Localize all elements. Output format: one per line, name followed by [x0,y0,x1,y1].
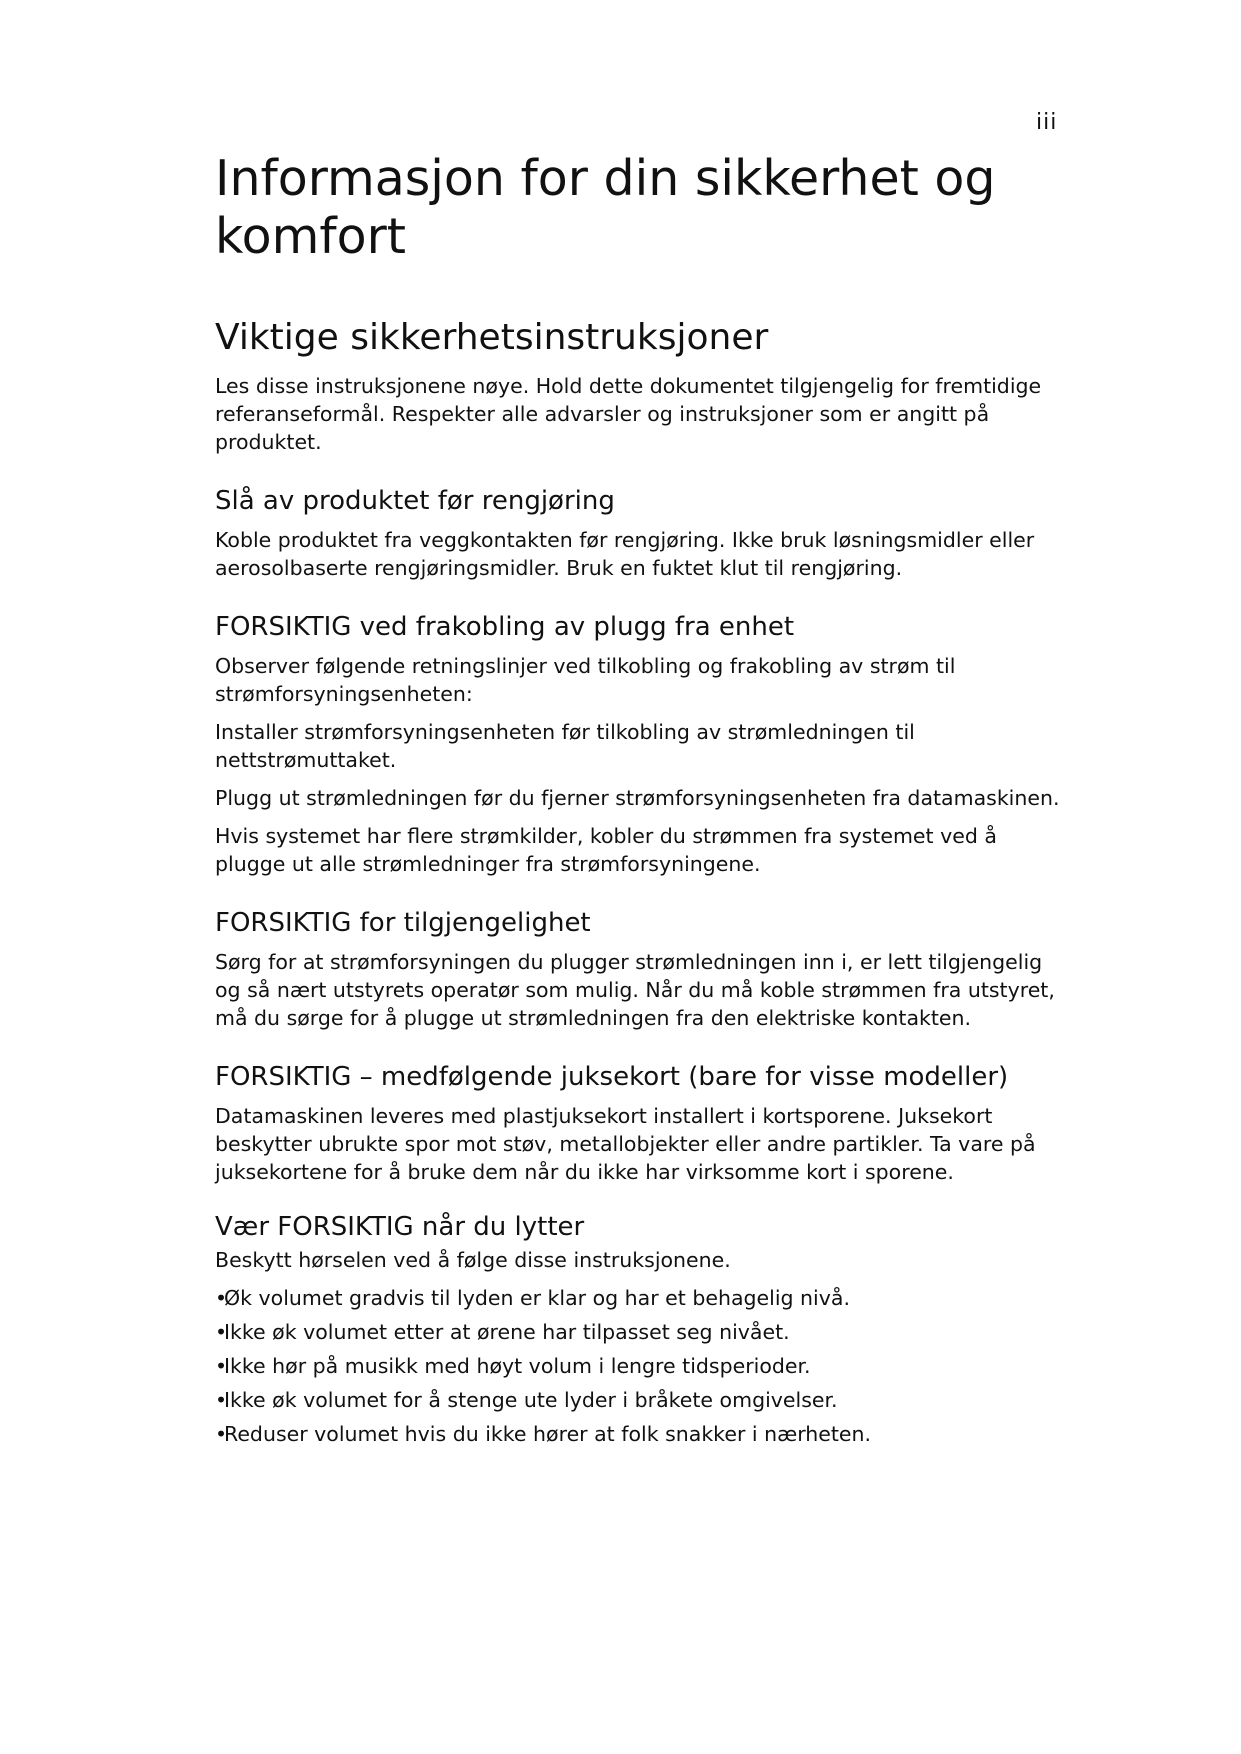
bullet-icon: • [215,1422,228,1446]
subsection-heading-unplug: FORSIKTIG ved frakobling av plugg fra enhet [215,612,795,642]
unplug-paragraph-4: Hvis systemet har flere strømkilder, kobler du strømmen fra systemet ved å plugge ut alle strømledninger fra strømforsyningene. [215,824,997,876]
accessibility-paragraph: Sørg for at strømforsyningen du plugger strømledningen inn i, er lett tilgjengelig og så nært utstyrets operatør som mulig. Når du må koble strømmen fra utstyret, må du sørge for å plugge ut strømledningen fra den elektriske kontakten. [215,950,1055,1030]
listening-intro: Beskytt hørselen ved å følge disse instruksjonene. [215,1248,731,1272]
bullet-icon: • [215,1286,228,1310]
document-body [215,150,1065,1454]
section-intro: Les disse instruksjonene nøye. Hold dette dokumentet tilgjengelig for fremtidige referanseformål. Respekter alle advarsler og instruksjoner som er angitt på produktet. [215,374,1042,454]
list-item [215,1352,1065,1380]
cleaning-paragraph: Koble produktet fra veggkontakten før rengjøring. Ikke bruk løsningsmidler eller aerosolbaserte rengjøringsmidler. Bruk en fuktet klut til rengjøring. [215,528,1035,580]
bullet-icon: • [215,1320,228,1344]
dummy-cards-paragraph: Datamaskinen leveres med plastjuksekort installert i kortsporene. Juksekort beskytter ubrukte spor mot støv, metallobjekter eller andre partikler. Ta vare på juksekortene for å bruke dem når du ikke har virksomme kort i sporene. [215,1104,1036,1184]
subsection-heading-accessibility: FORSIKTIG for tilgjengelighet [215,908,591,938]
page-number: iii [1036,110,1058,135]
unplug-paragraph-2: Installer strømforsyningsenheten før tilkobling av strømledningen til nettstrømuttaket. [215,720,915,772]
subsection-heading-listening: Vær FORSIKTIG når du lytter [215,1212,585,1242]
unplug-paragraph-3: Plugg ut strømledningen før du fjerner strømforsyningsenheten fra datamaskinen. [215,786,1060,810]
list-item [215,1420,1065,1448]
list-item [215,1318,1065,1346]
listening-bullet-list [215,1284,1065,1448]
list-item-text: Ikke hør på musikk med høyt volum i lengre tidsperioder. [224,1354,811,1378]
unplug-paragraph-1: Observer følgende retningslinjer ved tilkobling og frakobling av strøm til strømforsyningsenheten: [215,654,956,706]
list-item [215,1284,1065,1312]
section-heading: Viktige sikkerhetsinstruksjoner [215,317,769,358]
subsection-heading-dummy-cards: FORSIKTIG – medfølgende juksekort (bare for visse modeller) [215,1062,1009,1092]
list-item-text: Ikke øk volumet etter at ørene har tilpasset seg nivået. [224,1320,790,1344]
subsection-heading-cleaning: Slå av produktet før rengjøring [215,486,615,516]
page-title: Informasjon for din sikkerhet og komfort [215,150,996,265]
list-item-text: Ikke øk volumet for å stenge ute lyder i bråkete omgivelser. [224,1388,838,1412]
list-item [215,1386,1065,1414]
bullet-icon: • [215,1388,228,1412]
list-item-text: Reduser volumet hvis du ikke hører at folk snakker i nærheten. [224,1422,872,1446]
bullet-icon: • [215,1354,228,1378]
list-item-text: Øk volumet gradvis til lyden er klar og har et behagelig nivå. [224,1286,850,1310]
